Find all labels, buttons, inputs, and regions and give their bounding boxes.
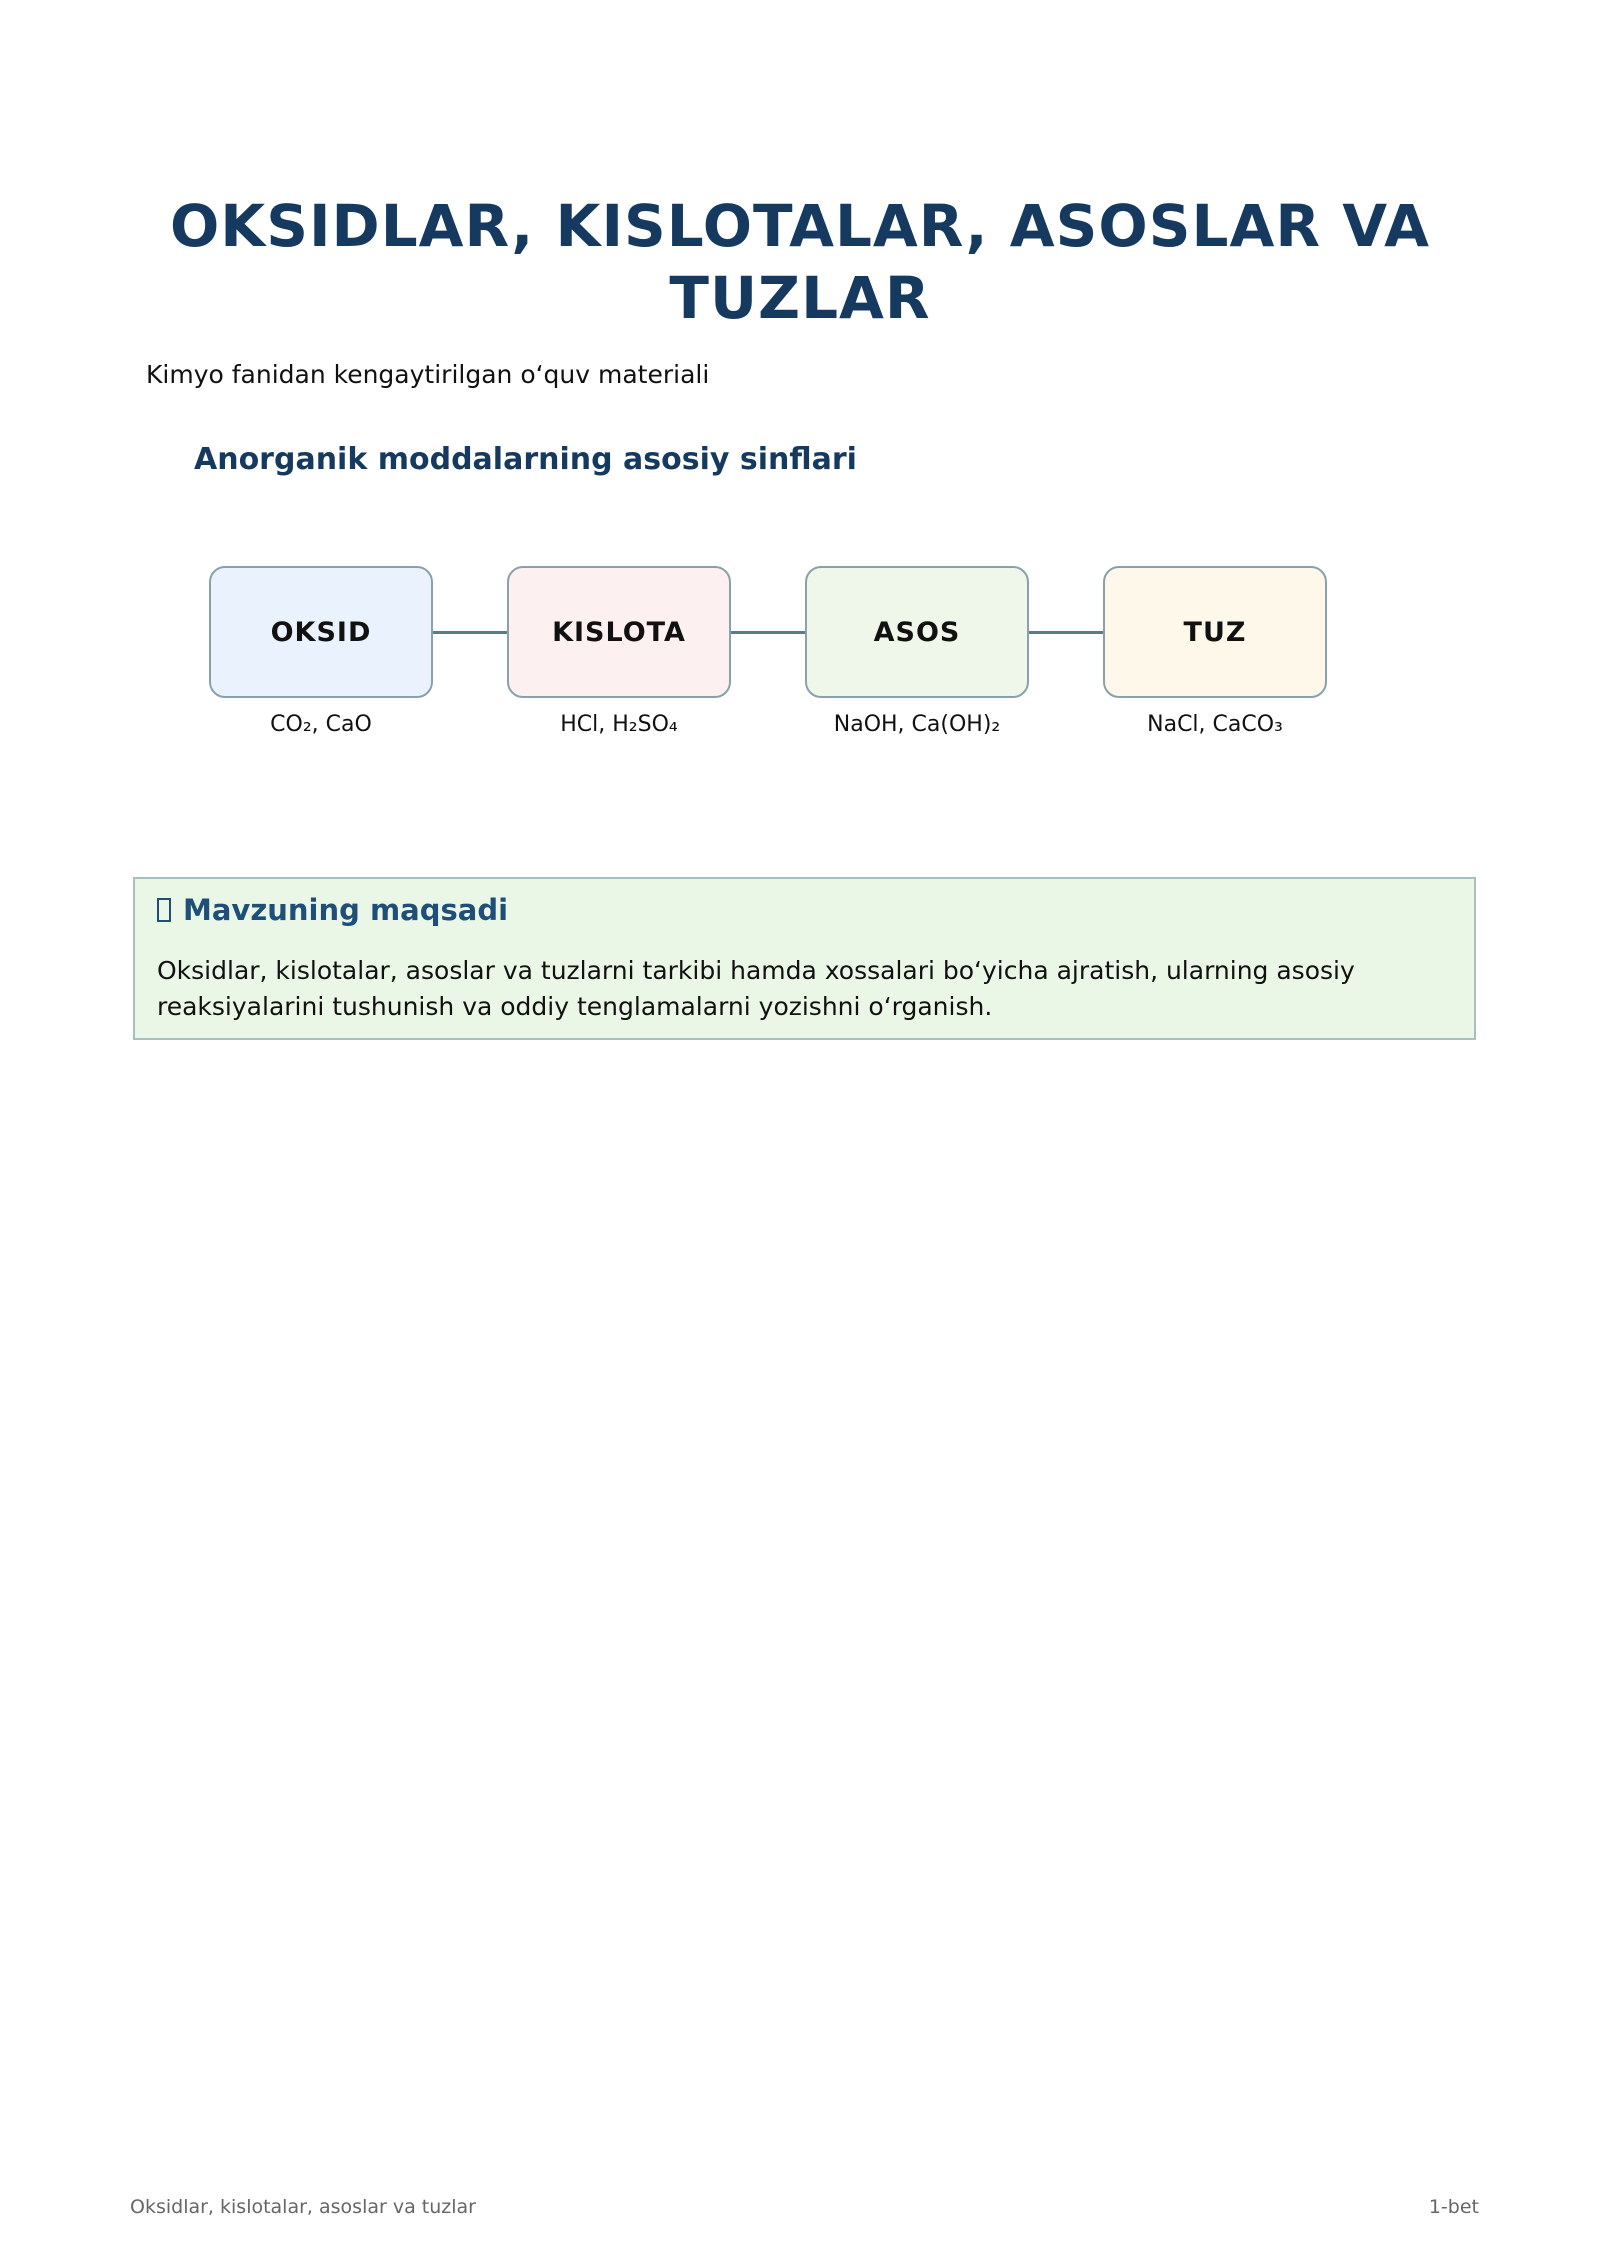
- class-example-asos: NaOH, Ca(OH)₂: [833, 712, 1001, 737]
- goal-text: Oksidlar, kislotalar, asoslar va tuzlarni tarkibi hamda xossalari boʻyicha ajratish, ularning asosiy reaksiyalarini tushunish va oddiy tenglamalarni yozishni oʻrganish.: [157, 956, 1355, 1021]
- class-label-tuz: TUZ: [1183, 616, 1247, 648]
- connector-oksid-kislota: [433, 631, 509, 634]
- class-box-kislota: [507, 566, 731, 698]
- class-example-kislota: HCl, H₂SO₄: [560, 712, 678, 737]
- class-box-oksid: [209, 566, 433, 698]
- class-example-tuz: NaCl, CaCO₃: [1147, 712, 1283, 737]
- diagram-heading: Anorganik moddalarning asosiy sinflari: [194, 442, 857, 477]
- class-box-asos: [805, 566, 1029, 698]
- page-subtitle: Kimyo fanidan kengaytirilgan oʻquv materiali: [146, 360, 710, 389]
- page-title: [0, 190, 1600, 334]
- goal-heading: [157, 893, 508, 927]
- goal-heading-text: Mavzuning maqsadi: [183, 893, 509, 927]
- page-title-line-1: OKSIDLAR, KISLOTALAR, ASOSLAR VA: [169, 192, 1431, 260]
- footer-page-number: 1-bet: [1428, 2196, 1479, 2218]
- footer-document-title: Oksidlar, kislotalar, asoslar va tuzlar: [130, 2196, 476, 2218]
- class-label-oksid: OKSID: [270, 616, 372, 648]
- goal-box: [133, 877, 1476, 1040]
- class-label-asos: ASOS: [873, 616, 961, 648]
- class-box-tuz: [1103, 566, 1327, 698]
- connector-kislota-asos: [731, 631, 807, 634]
- class-label-kislota: KISLOTA: [552, 616, 686, 648]
- class-example-oksid: CO₂, CaO: [270, 712, 372, 737]
- missing-glyph-icon: [157, 898, 171, 922]
- page-title-line-2: TUZLAR: [669, 264, 931, 332]
- connector-asos-tuz: [1029, 631, 1105, 634]
